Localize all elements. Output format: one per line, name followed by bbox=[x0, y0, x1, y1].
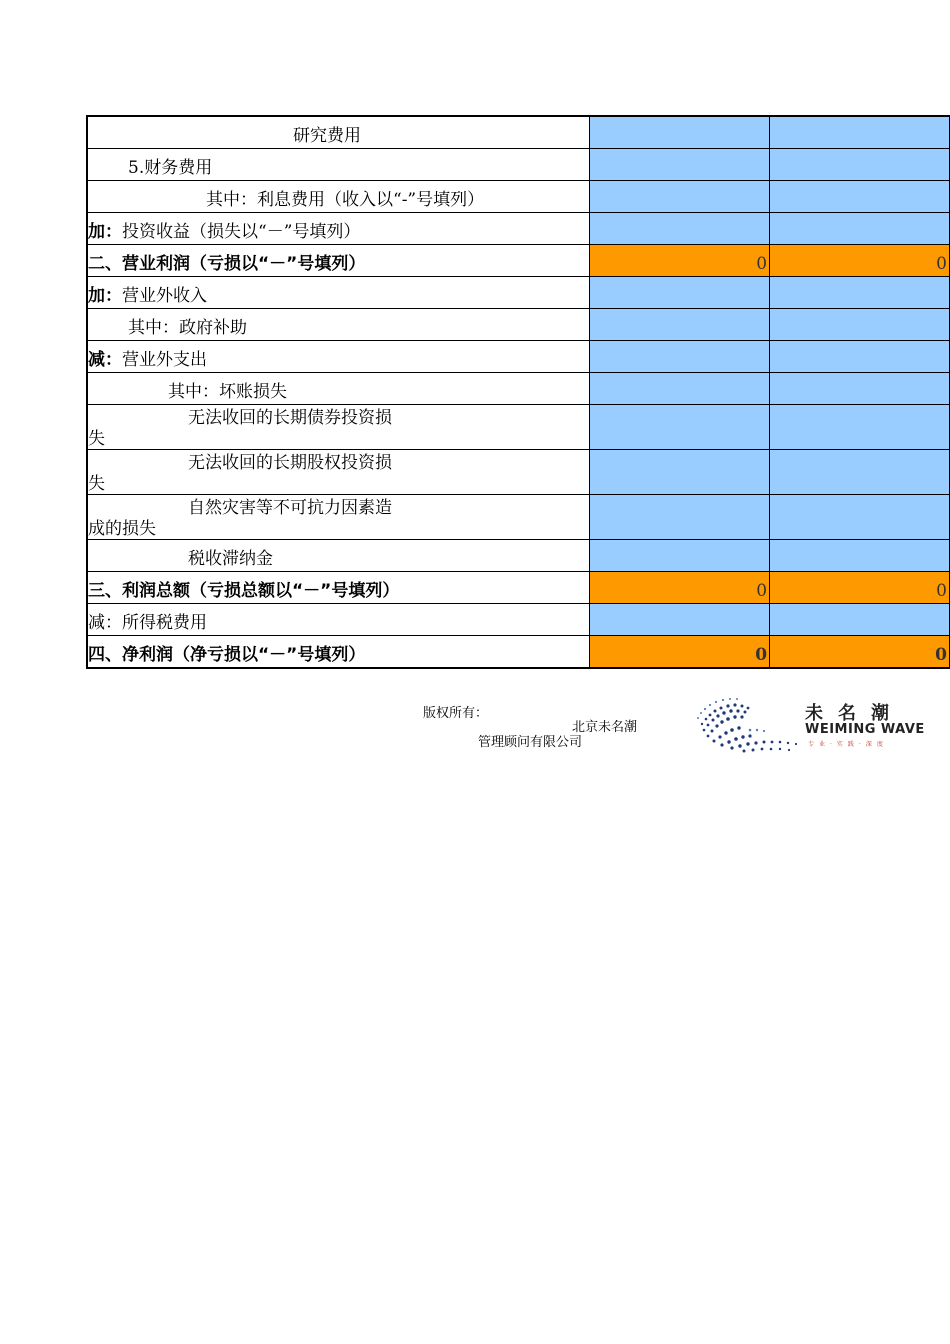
table-row bbox=[87, 540, 950, 572]
row-label: 其中：政府补助 bbox=[87, 309, 590, 341]
cell-current-period[interactable] bbox=[590, 604, 770, 636]
table-row bbox=[87, 405, 950, 450]
row-label bbox=[87, 213, 590, 245]
cell-prior-period[interactable] bbox=[770, 149, 950, 181]
table-row bbox=[87, 181, 950, 213]
cell-prior-period[interactable] bbox=[770, 495, 950, 540]
cell-current-period[interactable] bbox=[590, 213, 770, 245]
table-row bbox=[87, 495, 950, 540]
cell-current-period[interactable] bbox=[590, 341, 770, 373]
cell-current-period[interactable]: 0 bbox=[590, 245, 770, 277]
cell-current-period[interactable] bbox=[590, 309, 770, 341]
cell-prior-period[interactable] bbox=[770, 604, 950, 636]
cell-prior-period[interactable] bbox=[770, 405, 950, 450]
row-label: 减：所得税费用 bbox=[87, 604, 590, 636]
cell-prior-period[interactable]: 0 bbox=[770, 636, 950, 669]
footer-company-line1: 北京未名潮 bbox=[572, 720, 638, 735]
cell-current-period[interactable] bbox=[590, 540, 770, 572]
row-label: 研究费用 bbox=[87, 116, 590, 149]
row-label bbox=[87, 405, 590, 450]
row-label-line1: 无法收回的长期股权投资损 bbox=[188, 453, 392, 473]
cell-prior-period[interactable] bbox=[770, 450, 950, 495]
cell-prior-period[interactable] bbox=[770, 373, 950, 405]
cell-current-period[interactable] bbox=[590, 495, 770, 540]
row-prefix: 加： bbox=[88, 222, 122, 242]
cell-current-period[interactable] bbox=[590, 277, 770, 309]
row-prefix: 减： bbox=[88, 350, 122, 370]
cell-prior-period[interactable] bbox=[770, 116, 950, 149]
table-row bbox=[87, 213, 950, 245]
cell-current-period[interactable] bbox=[590, 373, 770, 405]
cell-prior-period[interactable] bbox=[770, 181, 950, 213]
cell-prior-period[interactable] bbox=[770, 341, 950, 373]
row-label: 5.财务费用 bbox=[87, 149, 590, 181]
row-label-text: 投资收益（损失以“－”号填列） bbox=[122, 222, 361, 242]
logo-english-name: WEIMING WAVE bbox=[805, 722, 925, 737]
row-label: 三、利润总额（亏损总额以“－”号填列） bbox=[87, 572, 590, 604]
table-row bbox=[87, 450, 950, 495]
cell-current-period[interactable]: 0 bbox=[590, 572, 770, 604]
cell-current-period[interactable] bbox=[590, 181, 770, 213]
table-row bbox=[87, 277, 950, 309]
footer-company-line2: 管理顾问有限公司 bbox=[478, 735, 583, 750]
cell-prior-period[interactable] bbox=[770, 277, 950, 309]
row-label: 其中：坏账损失 bbox=[87, 373, 590, 405]
row-label bbox=[87, 341, 590, 373]
table-row bbox=[87, 149, 950, 181]
logo-tagline: 专业·实践·深度 bbox=[808, 741, 888, 748]
row-label bbox=[87, 495, 590, 540]
table-row bbox=[87, 309, 950, 341]
table-row bbox=[87, 341, 950, 373]
row-label bbox=[87, 450, 590, 495]
table-row bbox=[87, 245, 950, 277]
cell-current-period[interactable]: 0 bbox=[590, 636, 770, 669]
row-label bbox=[87, 277, 590, 309]
cell-prior-period[interactable]: 0 bbox=[770, 572, 950, 604]
cell-current-period[interactable] bbox=[590, 450, 770, 495]
cell-prior-period[interactable]: 0 bbox=[770, 245, 950, 277]
cell-current-period[interactable] bbox=[590, 149, 770, 181]
table-row bbox=[87, 636, 950, 669]
row-label-line2: 失 bbox=[88, 474, 105, 494]
table-row bbox=[87, 116, 950, 149]
row-prefix: 加： bbox=[88, 286, 122, 306]
cell-current-period[interactable] bbox=[590, 116, 770, 149]
row-label-line2: 成的损失 bbox=[88, 519, 156, 539]
table-row bbox=[87, 572, 950, 604]
cell-prior-period[interactable] bbox=[770, 540, 950, 572]
row-label: 二、营业利润（亏损以“－”号填列） bbox=[87, 245, 590, 277]
row-label: 税收滞纳金 bbox=[87, 540, 590, 572]
cell-prior-period[interactable] bbox=[770, 309, 950, 341]
row-label-line1: 无法收回的长期债券投资损 bbox=[188, 408, 392, 428]
row-label-line1: 自然灾害等不可抗力因素造 bbox=[188, 498, 392, 518]
row-label: 其中：利息费用（收入以“-”号填列） bbox=[87, 181, 590, 213]
row-label-line2: 失 bbox=[88, 429, 105, 449]
table-row bbox=[87, 604, 950, 636]
cell-current-period[interactable] bbox=[590, 405, 770, 450]
row-label: 四、净利润（净亏损以“－”号填列） bbox=[87, 636, 590, 669]
table-row bbox=[87, 373, 950, 405]
cell-prior-period[interactable] bbox=[770, 213, 950, 245]
row-label-text: 营业外支出 bbox=[122, 350, 207, 370]
row-label-text: 营业外收入 bbox=[122, 286, 207, 306]
income-statement-table bbox=[86, 115, 950, 669]
footer-copyright: 版权所有： bbox=[423, 706, 489, 721]
logo-chinese-name: 未名潮 bbox=[805, 703, 904, 724]
